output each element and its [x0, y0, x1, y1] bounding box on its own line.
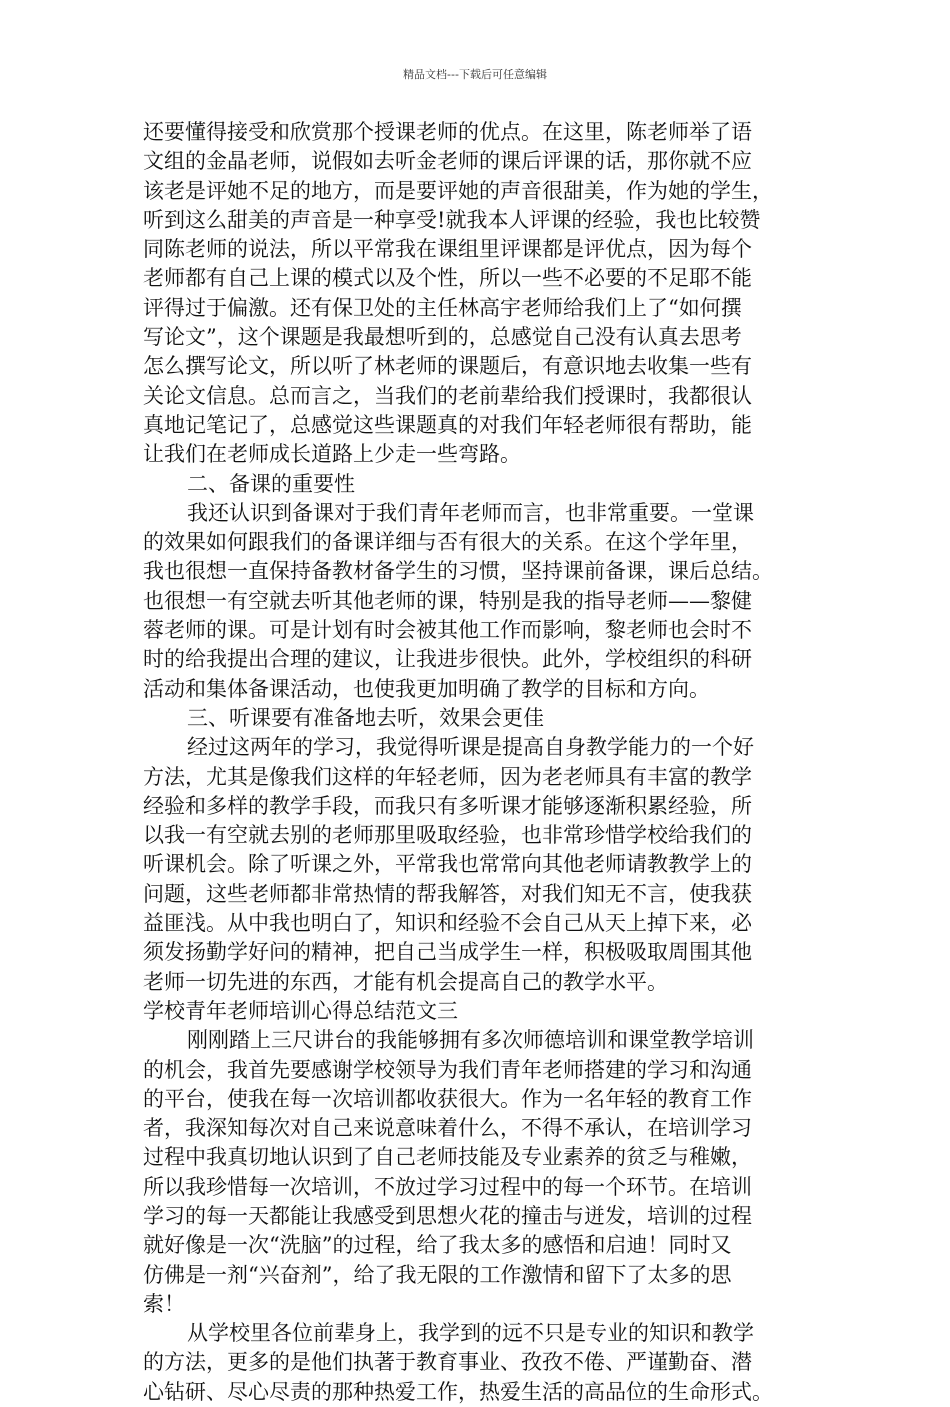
- text-line: 刚刚踏上三尺讲台的我能够拥有多次师德培训和课堂教学培训: [187, 1028, 754, 1053]
- text-line: 写论文”，这个课题是我最想听到的，总感觉自己没有认真去思考: [143, 325, 742, 350]
- text-line: 关论文信息。总而言之，当我们的老前辈给我们授课时，我都很认: [143, 383, 752, 408]
- text-line: 的机会，我首先要感谢学校领导为我们青年老师搭建的学习和沟通: [143, 1057, 752, 1082]
- text-line: 真地记笔记了，总感觉这些课题真的对我们年轻老师很有帮助，能: [143, 412, 752, 437]
- document-body: [143, 118, 823, 1407]
- text-line: 怎么撰写论文，所以听了林老师的课题后，有意识地去收集一些有: [143, 354, 752, 379]
- text-line: 益匪浅。从中我也明白了，知识和经验不会自己从天上掉下来，必: [143, 911, 752, 936]
- text-line: 让我们在老师成长道路上少走一些弯路。: [143, 442, 521, 467]
- text-line: 过程中我真切地认识到了自己老师技能及专业素养的贫乏与稚嫩，: [143, 1145, 752, 1170]
- text-line: 我也很想一直保持备教材备学生的习惯，坚持课前备课，课后总结。: [143, 559, 773, 584]
- text-line: 以我一有空就去别的老师那里吸取经验，也非常珍惜学校给我们的: [143, 823, 752, 848]
- text-line: 蓉老师的课。可是计划有时会被其他工作而影响，黎老师也会时不: [143, 618, 752, 643]
- text-line: 还要懂得接受和欣赏那个授课老师的优点。在这里，陈老师举了语: [143, 120, 752, 144]
- text-line: 活动和集体备课活动，也使我更加明确了教学的目标和方向。: [143, 676, 710, 701]
- text-line: 文组的金晶老师，说假如去听金老师的课后评课的话，那你就不应: [143, 149, 752, 174]
- text-line: 经验和多样的教学手段，而我只有多听课才能够逐渐积累经验，所: [143, 793, 752, 818]
- text-line: 学习的每一天都能让我感受到思想火花的撞击与迸发，培训的过程: [143, 1203, 752, 1228]
- text-line: 从学校里各位前辈身上，我学到的远不只是专业的知识和教学: [187, 1321, 754, 1346]
- text-line: 听到这么甜美的声音是一种享受!就我本人评课的经验，我也比较赞: [143, 207, 761, 232]
- text-line: 评得过于偏激。还有保卫处的主任林高宇老师给我们上了“如何撰: [143, 295, 742, 320]
- text-line: 者，我深知每次对自己来说意味着什么，不得不承认，在培训学习: [143, 1116, 752, 1141]
- text-line: 所以我珍惜每一次培训，不放过学习过程中的每一个环节。在培训: [143, 1174, 752, 1199]
- text-line: 也很想一有空就去听其他老师的课，特别是我的指导老师——黎健: [143, 588, 752, 613]
- text-line: 二、备课的重要性: [187, 471, 355, 496]
- text-line: 同陈老师的说法，所以平常我在课组里评课都是评优点，因为每个: [143, 237, 752, 262]
- text-line: 心钻研、尽心尽责的那种热爱工作，热爱生活的高品位的生命形式。: [143, 1379, 773, 1404]
- text-line: 老师一切先进的东西，才能有机会提高自己的教学水平。: [143, 969, 668, 994]
- text-line: 三、听课要有准备地去听，效果会更佳: [187, 705, 544, 730]
- text-line: 就好像是一次“洗脑”的过程，给了我太多的感悟和启迪！同时又: [143, 1233, 732, 1258]
- text-line: 该老是评她不足的地方，而是要评她的声音很甜美，作为她的学生，: [143, 178, 773, 203]
- text-line: 的方法，更多的是他们执著于教育事业、孜孜不倦、严谨勤奋、潜: [143, 1350, 752, 1375]
- page-header: 精品文档---下载后可任意编辑: [403, 68, 547, 81]
- text-line: 听课机会。除了听课之外，平常我也常常向其他老师请教教学上的: [143, 852, 752, 877]
- text-line: 问题，这些老师都非常热情的帮我解答，对我们知无不言，使我获: [143, 881, 752, 906]
- text-line: 须发扬勤学好问的精神，把自己当成学生一样，积极吸取周围其他: [143, 940, 752, 965]
- text-line: 经过这两年的学习，我觉得听课是提高自身教学能力的一个好: [187, 735, 754, 760]
- text-line: 学校青年老师培训心得总结范文三: [143, 998, 458, 1023]
- text-line: 老师都有自己上课的模式以及个性，所以一些不必要的不足耶不能: [143, 266, 752, 291]
- text-line: 的效果如何跟我们的备课详细与否有很大的关系。在这个学年里，: [143, 530, 752, 555]
- text-line: 索！: [143, 1291, 185, 1316]
- text-line: 我还认识到备课对于我们青年老师而言，也非常重要。一堂课: [187, 500, 754, 525]
- text-line: 的平台，使我在每一次培训都收获很大。作为一名年轻的教育工作: [143, 1086, 752, 1111]
- text-line: 方法，尤其是像我们这样的年轻老师，因为老老师具有丰富的教学: [143, 764, 752, 789]
- text-line: 时的给我提出合理的建议，让我进步很快。此外，学校组织的科研: [143, 647, 752, 672]
- text-line: 仿佛是一剂“兴奋剂”，给了我无限的工作激情和留下了太多的思: [143, 1262, 732, 1287]
